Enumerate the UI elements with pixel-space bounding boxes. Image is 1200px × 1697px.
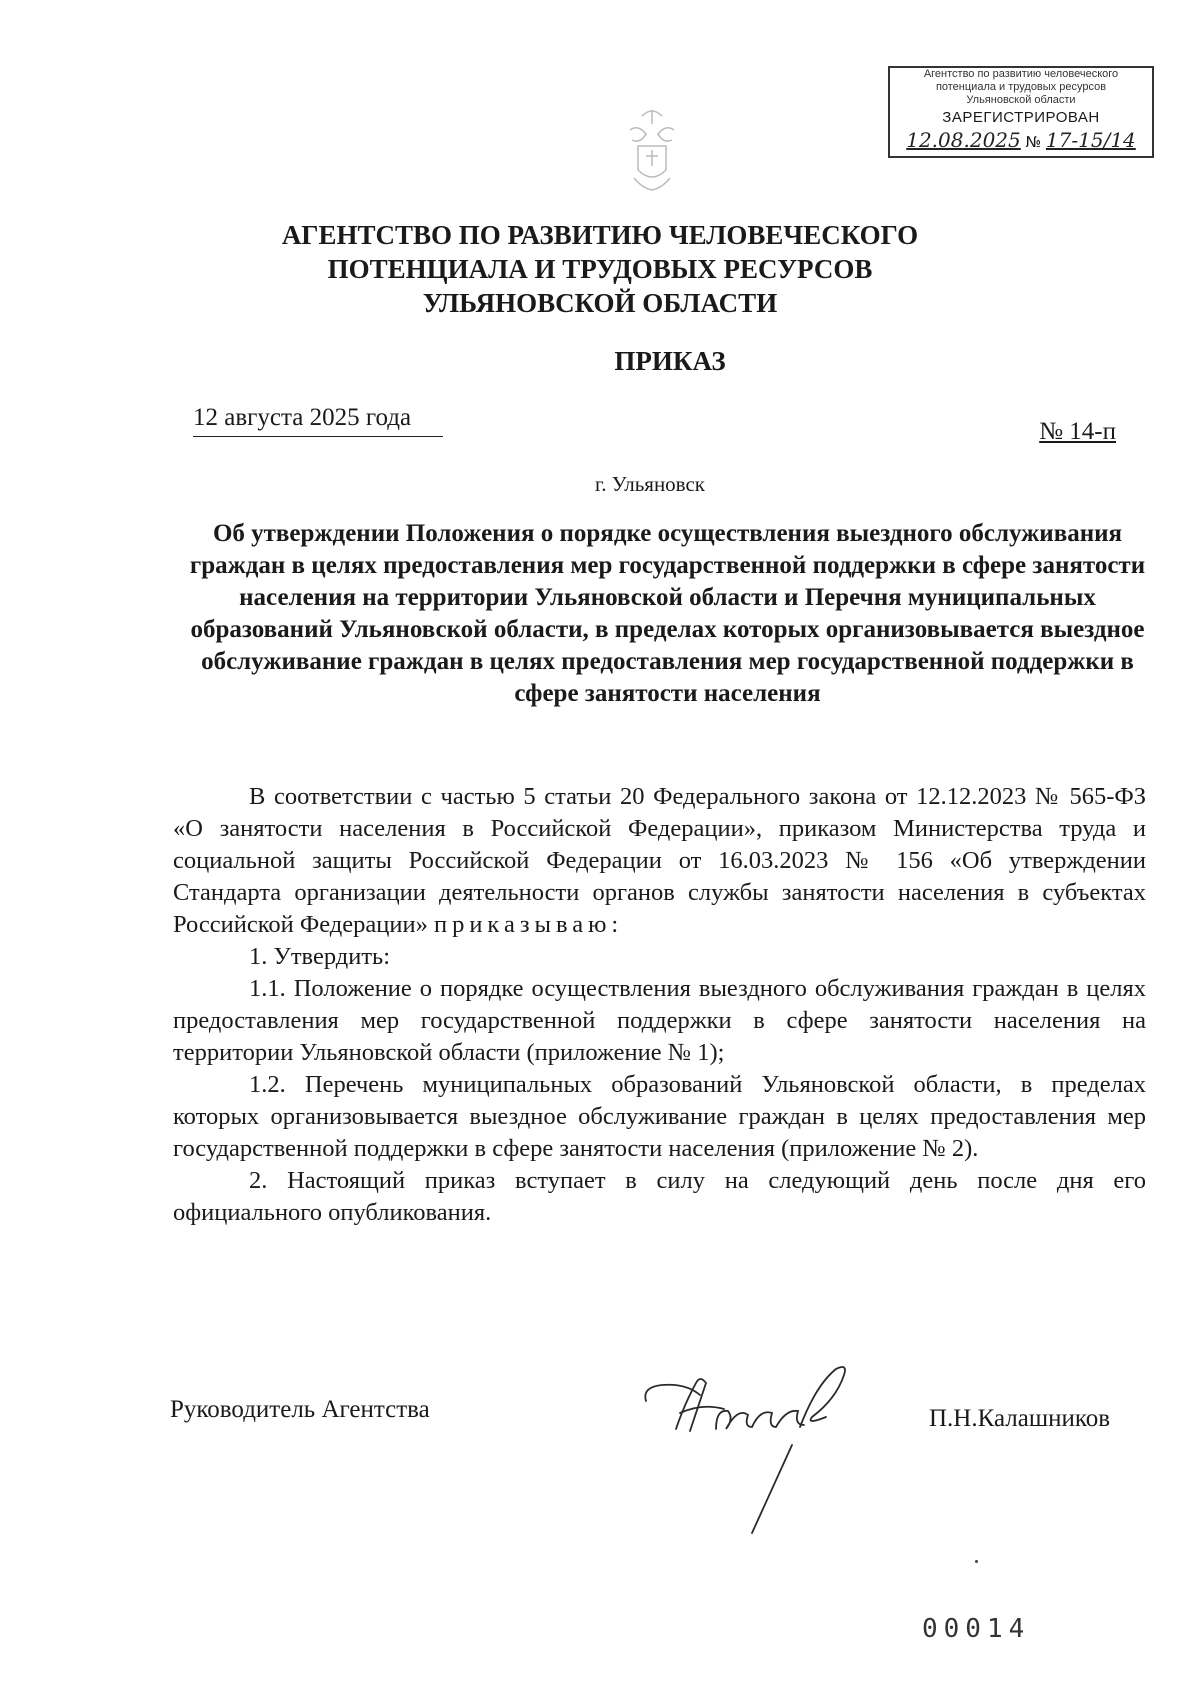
registration-stamp — [888, 66, 1154, 158]
stamp-reg-no-label: № — [1025, 133, 1042, 151]
item-2: 2. Настоящий приказ вступает в силу на следующий день после дня его официального опубликования. — [173, 1167, 1146, 1226]
order-city: г. Ульяновск — [594, 472, 705, 496]
stamp-agency-line2: потенциала и трудовых ресурсов — [935, 81, 1107, 93]
order-date-underline — [193, 436, 443, 437]
coat-of-arms-emblem — [612, 104, 692, 196]
stamp-reg-no: 17-15/14 — [1045, 128, 1136, 152]
agency-title-line1: АГЕНТСТВО ПО РАЗВИТИЮ ЧЕЛОВЕЧЕСКОГО — [281, 220, 919, 250]
document-type: ПРИКАЗ — [614, 346, 726, 376]
stamp-agency-line3: Ульяновской области — [966, 94, 1076, 106]
scan-speck — [975, 1560, 978, 1563]
stamp-reg-date: 12.08.2025 — [906, 128, 1021, 152]
preamble-text: В соответствии с частью 5 статьи 20 Федерального закона от 12.12.2023 № 565-ФЗ «О занятости населения в Российской Федерации», приказом Министерства труда и социальной защиты Российской Федерации от 16.03.2023 № 156 «Об утверждении Стандарта организации деятельности органов службы занятости населения в субъектах Российской Федерации» — [173, 783, 1146, 938]
agency-title-line2: ПОТЕНЦИАЛА И ТРУДОВЫХ РЕСУРСОВ — [327, 254, 873, 284]
order-date: 12 августа 2025 года — [193, 404, 412, 431]
signatory-role: Руководитель Агентства — [170, 1396, 430, 1423]
order-body — [173, 781, 1146, 1229]
item-1-2: 1.2. Перечень муниципальных образований Ульяновской области, в пределах которых организовывается выездное обслуживание граждан в целях предоставления мер государственной поддержки в сфере занятости населения (приложение № 2). — [173, 1071, 1146, 1162]
order-number: № 14-п — [1039, 418, 1116, 445]
stamp-registration-line — [890, 128, 1152, 152]
preamble-paragraph — [173, 781, 1146, 941]
signatory-name: П.Н.Калашников — [929, 1405, 1111, 1432]
stamp-agency-line1: Агентство по развитию человеческого — [923, 68, 1119, 80]
agency-title-line3: УЛЬЯНОВСКОЙ ОБЛАСТИ — [422, 288, 778, 318]
handwritten-signature — [640, 1355, 900, 1540]
item-1-1: 1.1. Положение о порядке осуществления выездного обслуживания граждан в целях предоставления мер государственной поддержки в сфере занятости населения на территории Ульяновской области (приложение № 1); — [173, 975, 1146, 1066]
order-subject: Об утверждении Положения о порядке осуществления выездного обслуживания граждан в целях предоставления мер государственной поддержки в сфере занятости населения на территории Ульяновской области и Перечня муниципальных образований Ульяновской области, в пределах которых организовывается выездное обслуживание граждан в целях предоставления мер государственной поддержки в сфере занятости населения — [189, 520, 1146, 707]
page-number: 00014 — [922, 1614, 1031, 1644]
stamp-status: ЗАРЕГИСТРИРОВАН — [942, 109, 1100, 126]
agency-title — [200, 218, 1000, 320]
item-1: 1. Утвердить: — [249, 943, 391, 970]
directive-word: приказываю: — [433, 911, 624, 938]
